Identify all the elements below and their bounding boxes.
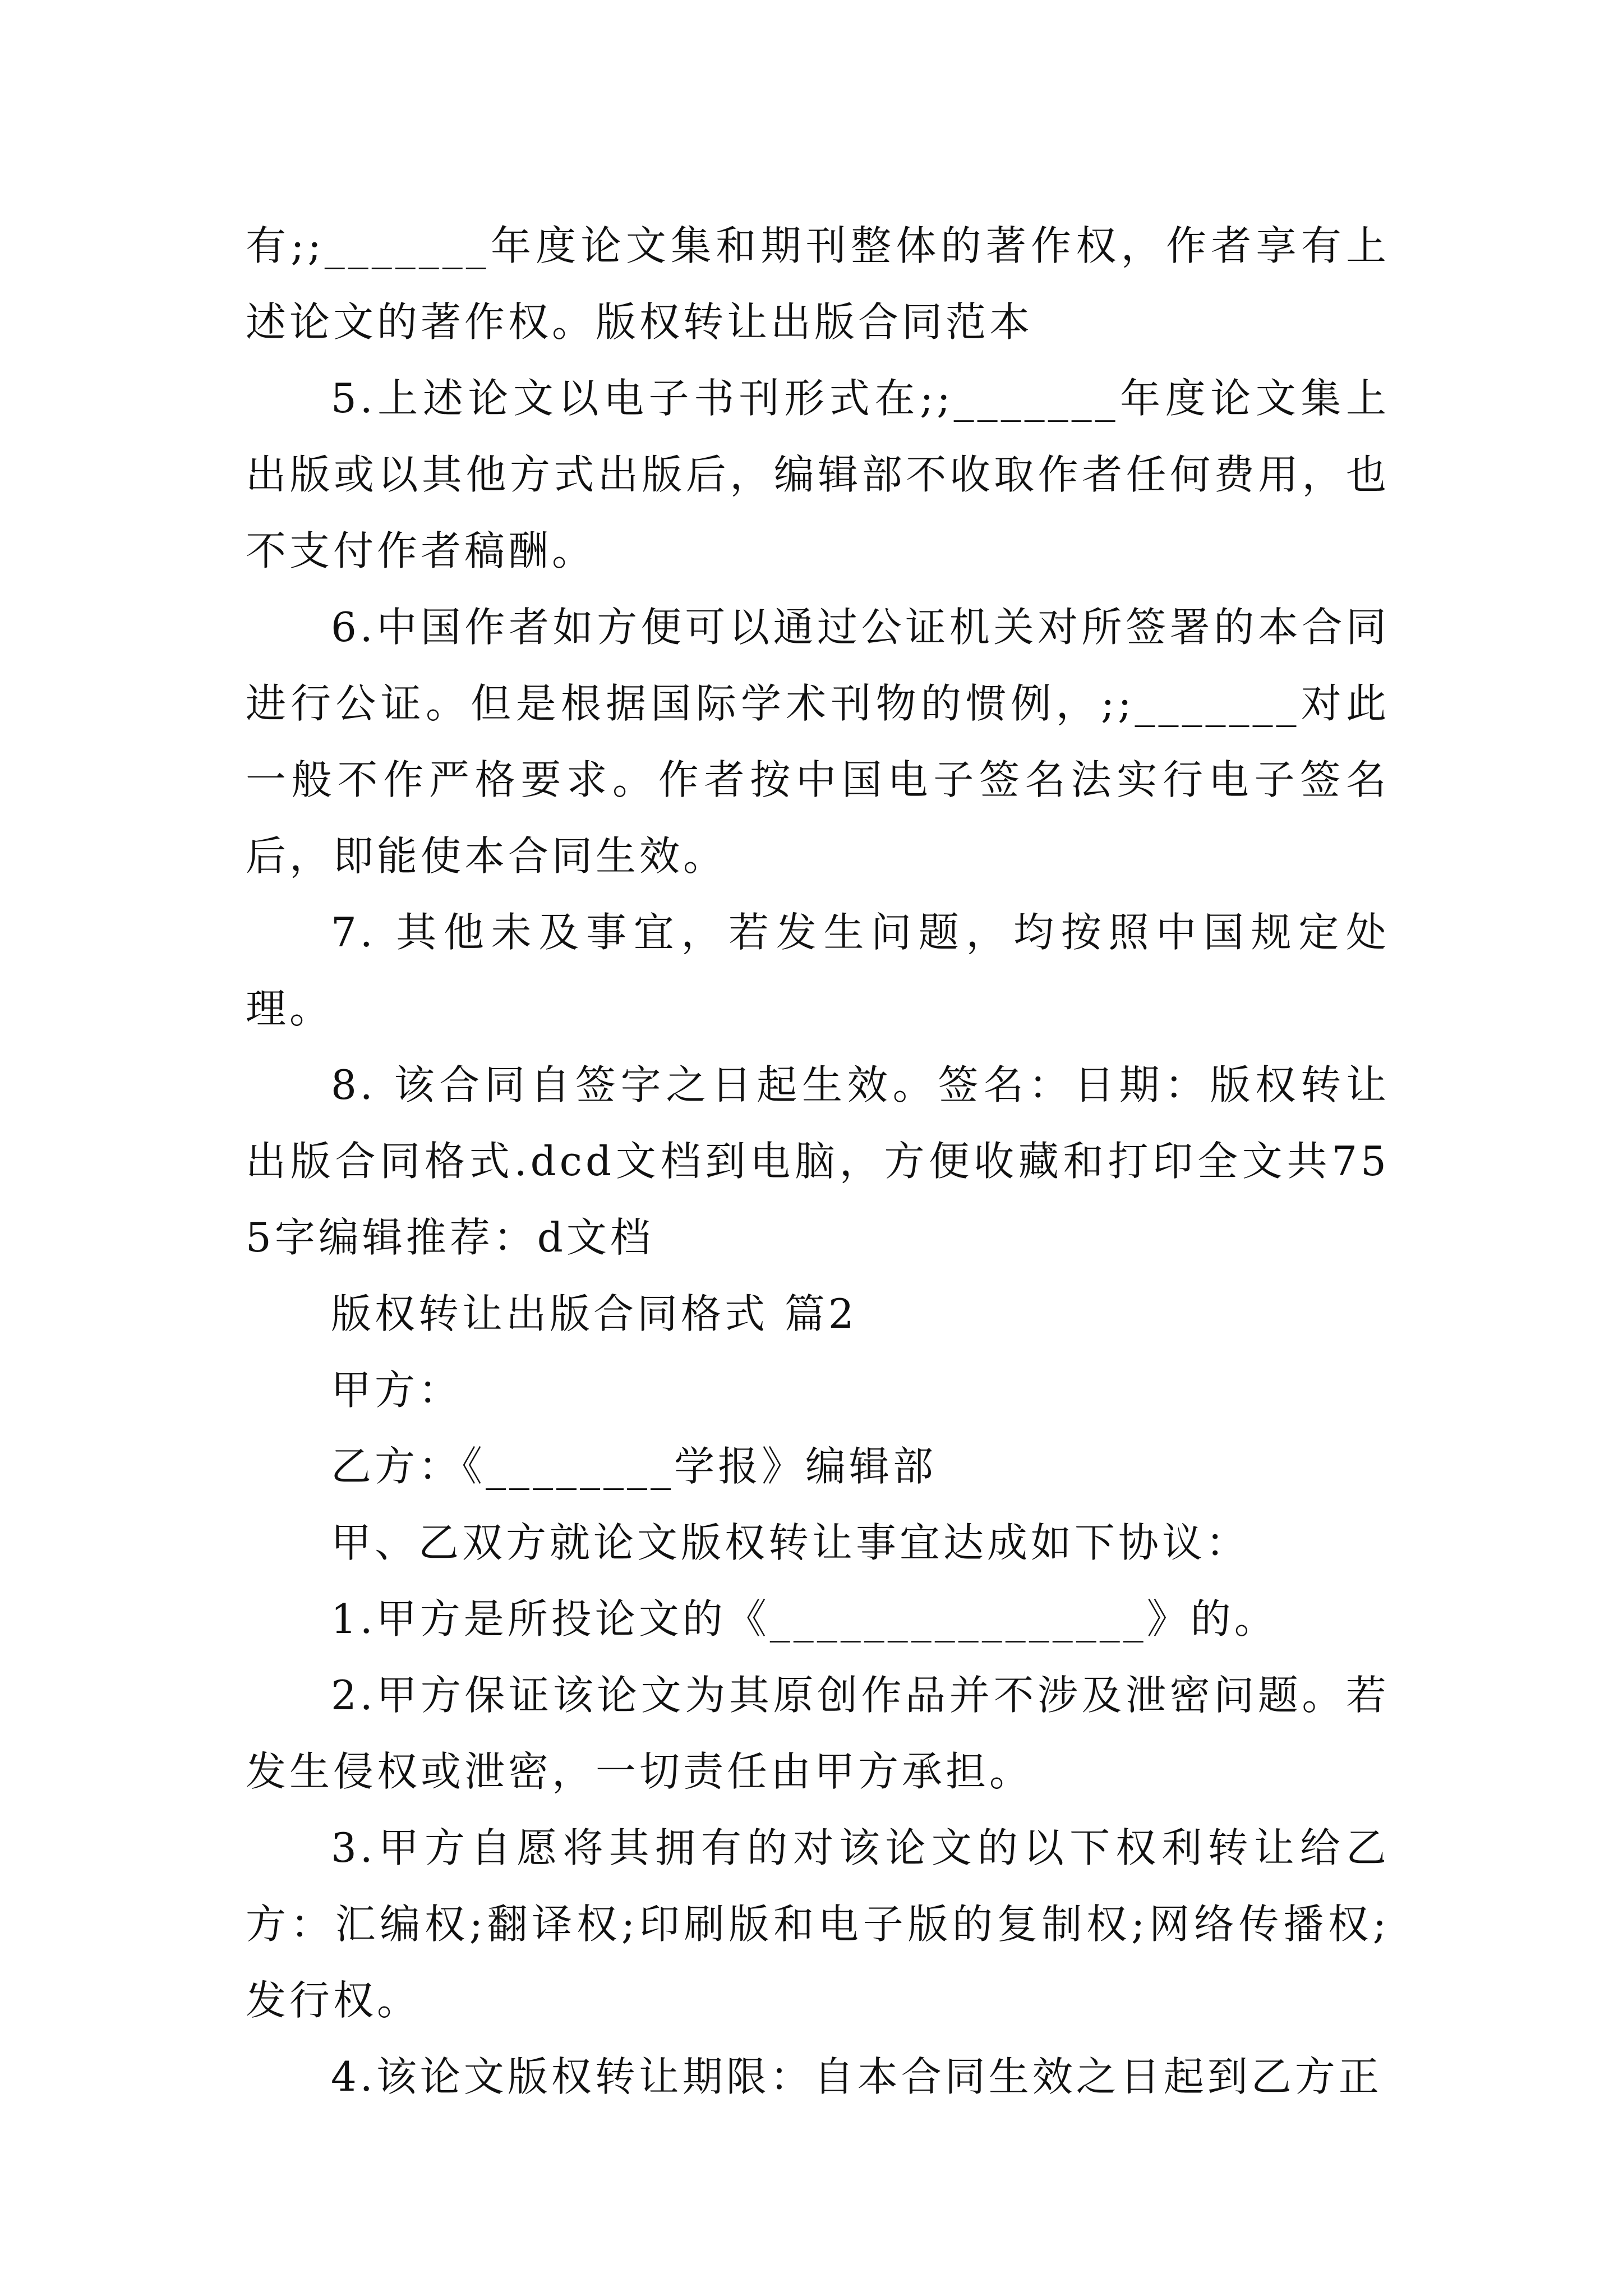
paragraph-3: 6.中国作者如方便可以通过公证机关对所签署的本合同进行公证。但是根据国际学术刊物的惯例，;;_______对此一般不作严格要求。作者按中国电子签名法实行电子签名后，即能使本合同生效。 xyxy=(246,604,1390,880)
agreement-intro: 甲、乙双方就论文版权转让事宜达成如下协议： xyxy=(331,1519,1250,1566)
clause-3: 3.甲方自愿将其拥有的对该论文的以下权利转让给乙方：汇编权;翻译权;印刷版和电子版的复制权;网络传播权;发行权。 xyxy=(246,1824,1390,2024)
clause-4: 4.该论文版权转让期限：自本合同生效之日起到乙方正 xyxy=(331,2053,1382,2100)
section-heading: 版权转让出版合同格式 篇2 xyxy=(331,1290,857,1337)
paragraph-2: 5.上述论文以电子书刊形式在;;_______年度论文集上出版或以其他方式出版后，编辑部不收取作者任何费用，也不支付作者稿酬。 xyxy=(246,375,1390,574)
clause-2: 2.甲方保证该论文为其原创作品并不涉及泄密问题。若发生侵权或泄密，一切责任由甲方承担。 xyxy=(246,1672,1390,1795)
party-b-line: 乙方：《________学报》编辑部 xyxy=(331,1443,937,1490)
paragraph-5: 8. 该合同自签字之日起生效。签名：日期：版权转让出版合同格式.dcd文档到电脑，方便收藏和打印全文共755字编辑推荐：d文档 xyxy=(246,1061,1390,1261)
clause-1: 1.甲方是所投论文的《________________》的。 xyxy=(331,1595,1278,1642)
paragraph-4: 7. 其他未及事宜，若发生问题，均按照中国规定处理。 xyxy=(246,909,1390,1032)
party-a-line: 甲方： xyxy=(331,1366,463,1414)
document-body xyxy=(246,208,1390,2115)
paragraph-1: 有;;_______年度论文集和期刊整体的著作权，作者享有上述论文的著作权。版权转让出版合同范本 xyxy=(246,222,1390,346)
